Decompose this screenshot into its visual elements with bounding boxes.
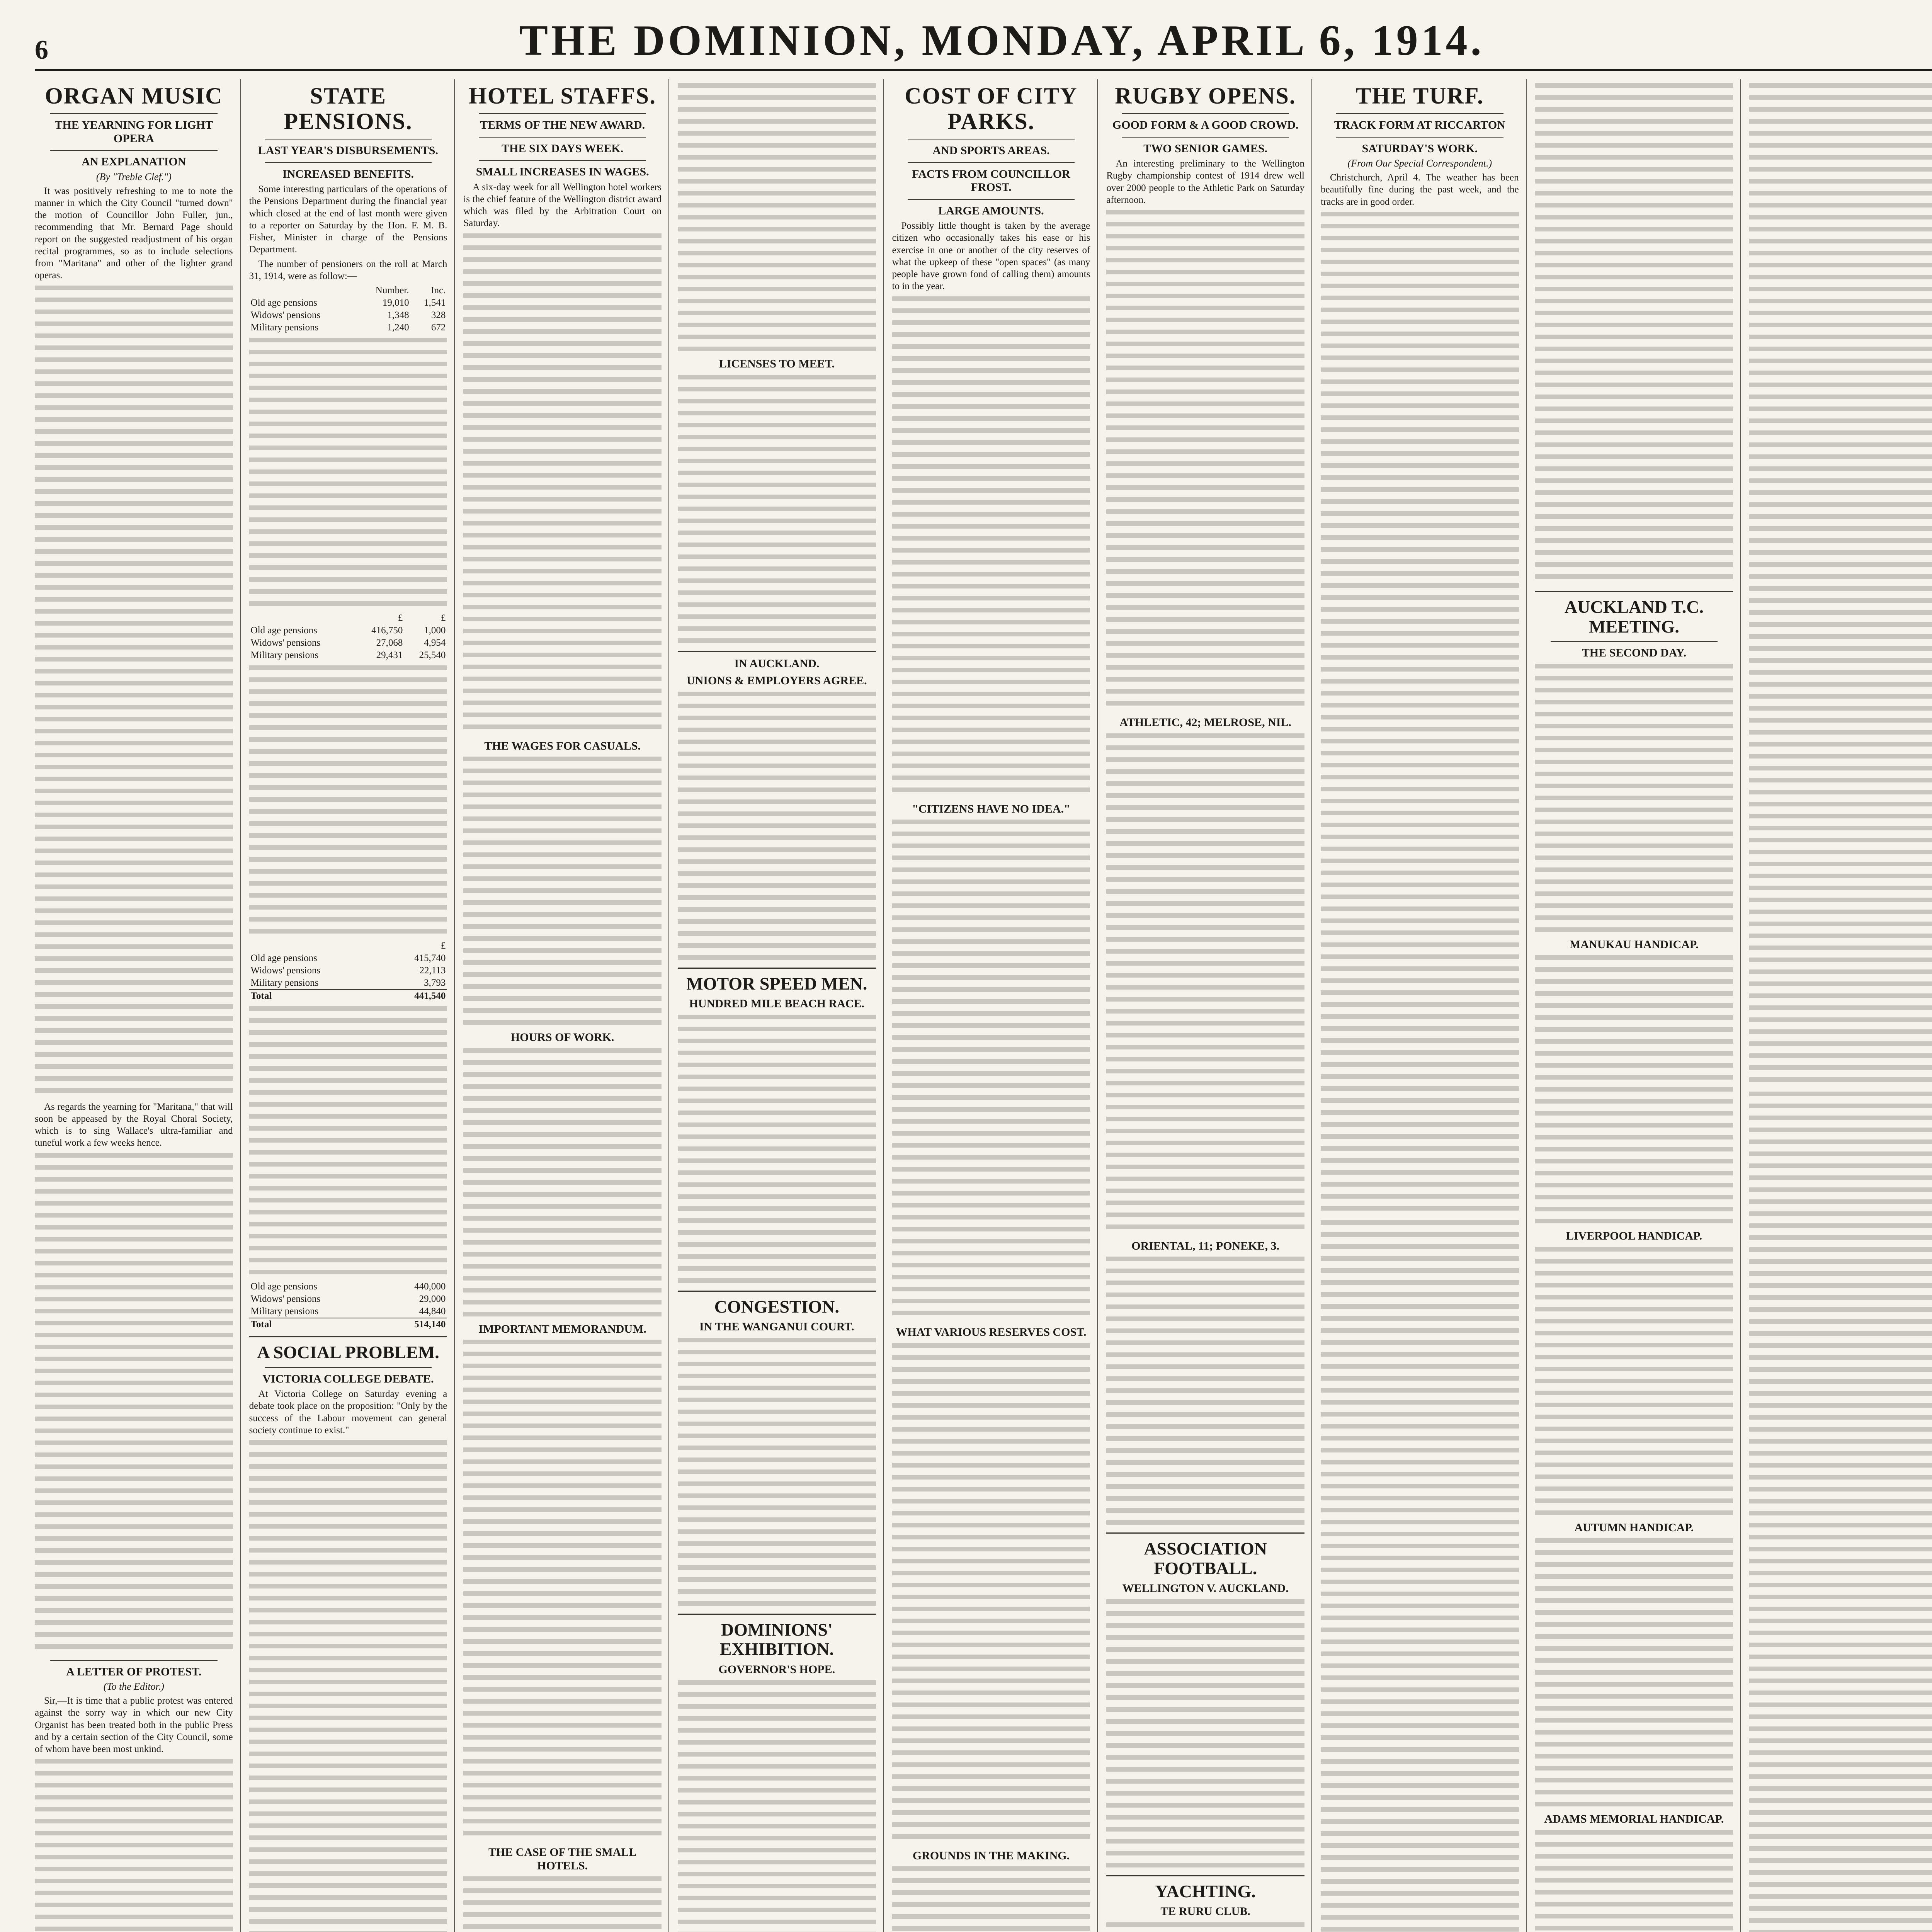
- body-text-block: [1321, 212, 1519, 1216]
- divider: [678, 1291, 876, 1292]
- article-paragraph: Sir,—It is time that a public protest was entered against the sorry way in which our new City Organist has been treated both in the public Press and by a certain section of the City Council, some of whom have been most unkind.: [35, 1696, 233, 1754]
- article-subheading: TWO SENIOR GAMES.: [1143, 142, 1268, 155]
- pensioners-table: [249, 284, 447, 334]
- section-subheading: LICENSES TO MEET.: [719, 357, 835, 370]
- divider: [1106, 1875, 1304, 1876]
- byline: (By "Treble Clef."): [96, 171, 172, 182]
- body-text-block: [249, 338, 447, 608]
- table-row: Widows' pensions 22,113: [250, 965, 446, 976]
- race-subheading: MANUKAU HANDICAP.: [1570, 938, 1699, 951]
- article-subheading: UNIONS & EMPLOYERS AGREE.: [686, 674, 867, 687]
- body-text-block: [892, 296, 1090, 799]
- article-paragraph: A six-day week for all Wellington hotel workers is the chief feature of the Wellington district award which was filed by the Arbitration Court on Saturday.: [463, 182, 662, 229]
- article-subheading: SATURDAY'S WORK.: [1362, 142, 1478, 155]
- divider: [1336, 137, 1503, 138]
- body-text-block: [678, 1680, 876, 1932]
- article-subheading: IN AUCKLAND.: [734, 657, 820, 670]
- table-row: Military pensions 44,840: [250, 1306, 446, 1316]
- body-text-block: [1535, 664, 1733, 934]
- section-subheading: GROUNDS IN THE MAKING.: [912, 1849, 1070, 1862]
- divider: [1551, 641, 1718, 642]
- article-heading: HOTEL STAFFS.: [469, 83, 656, 109]
- article-heading: ORGAN MUSIC: [45, 83, 223, 109]
- divider: [908, 162, 1075, 163]
- article-paragraph: As regards the yearning for "Maritana," that will soon be appeased by the Royal Choral Society, which is to sing Wallace's ultra-familiar and tuneful work a few weeks hence.: [35, 1101, 233, 1148]
- table-row: Old age pensions 19,010 1,541: [250, 298, 446, 308]
- table-row: Military pensions 29,431 25,540: [250, 650, 446, 660]
- body-text-block: [1106, 1599, 1304, 1870]
- table-row: Widows' pensions 1,348 328: [250, 310, 446, 320]
- article-subheading: LAST YEAR'S DISBURSEMENTS.: [258, 144, 438, 157]
- table-header-row: £ £: [398, 613, 446, 623]
- column-rugby: [1106, 79, 1312, 1932]
- article-subheading: IN THE WANGANUI COURT.: [699, 1320, 854, 1333]
- article-heading: AUCKLAND T.C. MEETING.: [1565, 597, 1704, 636]
- body-text-block: [1106, 733, 1304, 1236]
- article-subheading: AN EXPLANATION: [82, 155, 186, 168]
- body-text-block: [1535, 1538, 1733, 1809]
- table-header-row: Number. Inc.: [375, 285, 446, 296]
- article-heading: A SOCIAL PROBLEM.: [257, 1342, 439, 1362]
- table-caption: The number of pensioners on the roll at March 31, 1914, were as follow:—: [249, 259, 447, 281]
- column-organ-music: [35, 79, 241, 1932]
- body-text-block: [1106, 1922, 1304, 1932]
- article-subheading: HUNDRED MILE BEACH RACE.: [689, 997, 865, 1010]
- section-subheading: ORIENTAL, 11; PONEKE, 3.: [1131, 1239, 1280, 1252]
- table-row: Military pensions 1,240 672: [250, 322, 446, 333]
- table-header-row: £: [440, 940, 446, 951]
- table-row: Widows' pensions 27,068 4,954: [250, 638, 446, 648]
- column-hotel-staffs: [463, 79, 669, 1932]
- article-paragraph: An interesting preliminary to the Wellington Rugby championship contest of 1914 drew well over 2000 people to the Athletic Park on Saturday afternoon.: [1106, 158, 1304, 205]
- article-paragraph: Christchurch, April 4. The weather has been beautifully fine during the past week, and the tracks are in good order.: [1321, 172, 1519, 207]
- divider: [479, 137, 646, 138]
- body-text-block: [1535, 955, 1733, 1226]
- divider: [50, 113, 218, 114]
- pension-amounts-table: [249, 612, 447, 662]
- body-text-block: [463, 1048, 662, 1319]
- divider: [1336, 113, 1503, 114]
- race-subheading: LIVERPOOL HANDICAP.: [1566, 1230, 1702, 1243]
- newspaper-title: THE DOMINION, MONDAY, APRIL 6, 1914.: [519, 17, 1485, 65]
- article-subheading: THE SIX DAYS WEEK.: [502, 142, 624, 155]
- body-text-block: [678, 83, 876, 354]
- divider: [1122, 113, 1289, 114]
- body-text-block: [678, 1015, 876, 1285]
- body-text-block: [892, 820, 1090, 1322]
- article-subheading: TERMS OF THE NEW AWARD.: [480, 119, 645, 131]
- body-text-block: [1535, 83, 1733, 585]
- body-text-block: [1106, 1257, 1304, 1527]
- article-heading: ASSOCIATION FOOTBALL.: [1144, 1539, 1267, 1578]
- page-number: 6: [35, 35, 48, 65]
- article-heading: YACHTING.: [1155, 1881, 1256, 1901]
- table-row: Military pensions 3,793: [250, 978, 446, 988]
- masthead-rule: [35, 69, 1932, 71]
- article-subheading: THE YEARNING FOR LIGHT OPERA: [54, 119, 213, 145]
- body-text-block: [1535, 1830, 1733, 1932]
- article-heading: DOMINIONS' EXHIBITION.: [719, 1619, 834, 1659]
- body-text-block: [463, 757, 662, 1027]
- section-subheading: THE WAGES FOR CASUALS.: [484, 739, 641, 752]
- divider: [479, 113, 646, 114]
- body-text-block: [1321, 1220, 1519, 1932]
- article-heading: THE TURF.: [1355, 83, 1484, 109]
- article-subheading: TRACK FORM AT RICCARTON: [1334, 119, 1505, 131]
- divider: [678, 968, 876, 969]
- article-subheading: SMALL INCREASES IN WAGES.: [476, 165, 649, 178]
- article-subheading: WELLINGTON V. AUCKLAND.: [1122, 1582, 1289, 1595]
- column-auckland-tc: [1535, 79, 1741, 1932]
- divider: [265, 162, 432, 163]
- article-subheading: VICTORIA COLLEGE DEBATE.: [262, 1372, 434, 1385]
- divider: [249, 1336, 447, 1337]
- article-subheading: GOVERNOR'S HOPE.: [718, 1663, 835, 1676]
- body-text-block: [678, 375, 876, 645]
- divider: [678, 651, 876, 652]
- article-subheading: INCREASED BENEFITS.: [282, 167, 414, 180]
- article-heading: CONGESTION.: [714, 1296, 839, 1316]
- article-heading: RUGBY OPENS.: [1115, 83, 1296, 109]
- body-text-block: [463, 1876, 662, 1932]
- table-row: Old age pensions 415,740: [250, 953, 446, 963]
- body-text-block: [892, 1866, 1090, 1932]
- payments-table: [249, 940, 447, 1002]
- body-text-block: [35, 1759, 233, 1932]
- column-news-briefs: [678, 79, 884, 1932]
- body-text-block: [249, 665, 447, 936]
- article-subheading: TE RURU CLUB.: [1160, 1905, 1250, 1918]
- divider: [1535, 591, 1733, 592]
- table-total-row: Total 441,540: [249, 990, 447, 1002]
- body-text-block: [249, 1006, 447, 1277]
- masthead: [35, 15, 1932, 66]
- byline: (From Our Special Correspondent.): [1347, 158, 1492, 169]
- body-text-block: [249, 1440, 447, 1932]
- race-subheading: ADAMS MEMORIAL HANDICAP.: [1544, 1813, 1724, 1826]
- body-text-block: [1749, 83, 1932, 1088]
- table-total-row: Total 514,140: [249, 1318, 447, 1331]
- article-subheading: THE SECOND DAY.: [1582, 646, 1687, 660]
- divider: [1122, 137, 1289, 138]
- article-subheading: GOOD FORM & A GOOD CROWD.: [1112, 119, 1299, 131]
- article-paragraph: Possibly little thought is taken by the average citizen who occasionally takes his ease or his exercise in one or another of the city reserves of what the upkeep of these "open spaces" (as many people have grown fond of calling them) amounts to in the year.: [892, 221, 1090, 292]
- article-heading: COST OF CITY PARKS.: [905, 83, 1078, 134]
- article-subheading: AND SPORTS AREAS.: [932, 144, 1050, 157]
- divider: [265, 1367, 432, 1368]
- divider: [908, 199, 1075, 200]
- body-text-block: [892, 1343, 1090, 1845]
- table-row: Old age pensions 440,000: [250, 1281, 446, 1292]
- body-text-block: [678, 692, 876, 962]
- byline: (To the Editor.): [103, 1681, 164, 1692]
- column-state-pensions: [249, 79, 455, 1932]
- race-subheading: AUTUMN HANDICAP.: [1574, 1521, 1694, 1534]
- article-subheading: A LETTER OF PROTEST.: [66, 1665, 202, 1678]
- article-heading: MOTOR SPEED MEN.: [686, 973, 867, 993]
- divider: [50, 1660, 218, 1661]
- divider: [678, 1614, 876, 1615]
- divider: [479, 160, 646, 161]
- article-subheading: FACTS FROM COUNCILLOR FROST.: [912, 167, 1070, 194]
- body-text-block: [1106, 210, 1304, 712]
- article-paragraph: At Victoria College on Saturday evening a debate took place on the proposition: "Only by the success of the Labour movement can general society continue to exist.": [249, 1389, 447, 1435]
- body-text-block: [1535, 1247, 1733, 1517]
- section-subheading: ATHLETIC, 42; MELROSE, NIL.: [1119, 716, 1291, 729]
- column-racing-results: [1749, 79, 1932, 1932]
- article-paragraph: It was positively refreshing to me to note the manner in which the City Council "turned down" the motion of Councillor John Fuller, jun., recommending that Mr. Bernard Page should report on the suggested readjustment of his organ recital programmes, so as to include selections from "Maritana" and other of the lighter grand operas.: [35, 185, 233, 281]
- table-row: Widows' pensions 29,000: [250, 1294, 446, 1304]
- column-city-parks: [892, 79, 1098, 1932]
- estimates-table: [249, 1281, 447, 1331]
- article-heading: STATE PENSIONS.: [284, 83, 413, 134]
- body-text-block: [35, 286, 233, 1097]
- body-text-block: [463, 1340, 662, 1842]
- page-columns: [35, 79, 1932, 1932]
- section-subheading: THE CASE OF THE SMALL HOTELS.: [488, 1846, 637, 1872]
- section-subheading: "CITIZENS HAVE NO IDEA.": [912, 802, 1070, 815]
- column-the-turf: [1321, 79, 1527, 1932]
- table-row: Old age pensions 416,750 1,000: [250, 625, 446, 636]
- section-subheading: HOURS OF WORK.: [510, 1031, 614, 1044]
- body-text-block: [463, 233, 662, 736]
- divider: [50, 150, 218, 151]
- section-subheading: WHAT VARIOUS RESERVES COST.: [896, 1326, 1087, 1338]
- divider: [1106, 1532, 1304, 1534]
- body-text-block: [35, 1153, 233, 1655]
- article-subheading: LARGE AMOUNTS.: [938, 204, 1044, 217]
- section-subheading: IMPORTANT MEMORANDUM.: [478, 1322, 646, 1335]
- article-paragraph: Some interesting particulars of the operations of the Pensions Department during the financial year which closed at the end of last month were given to a reporter on Saturday by the Hon. F. M. B. Fisher, Minister in charge of the Pensions Department.: [249, 184, 447, 255]
- body-text-block: [678, 1338, 876, 1608]
- body-text-block: [1749, 1092, 1932, 1932]
